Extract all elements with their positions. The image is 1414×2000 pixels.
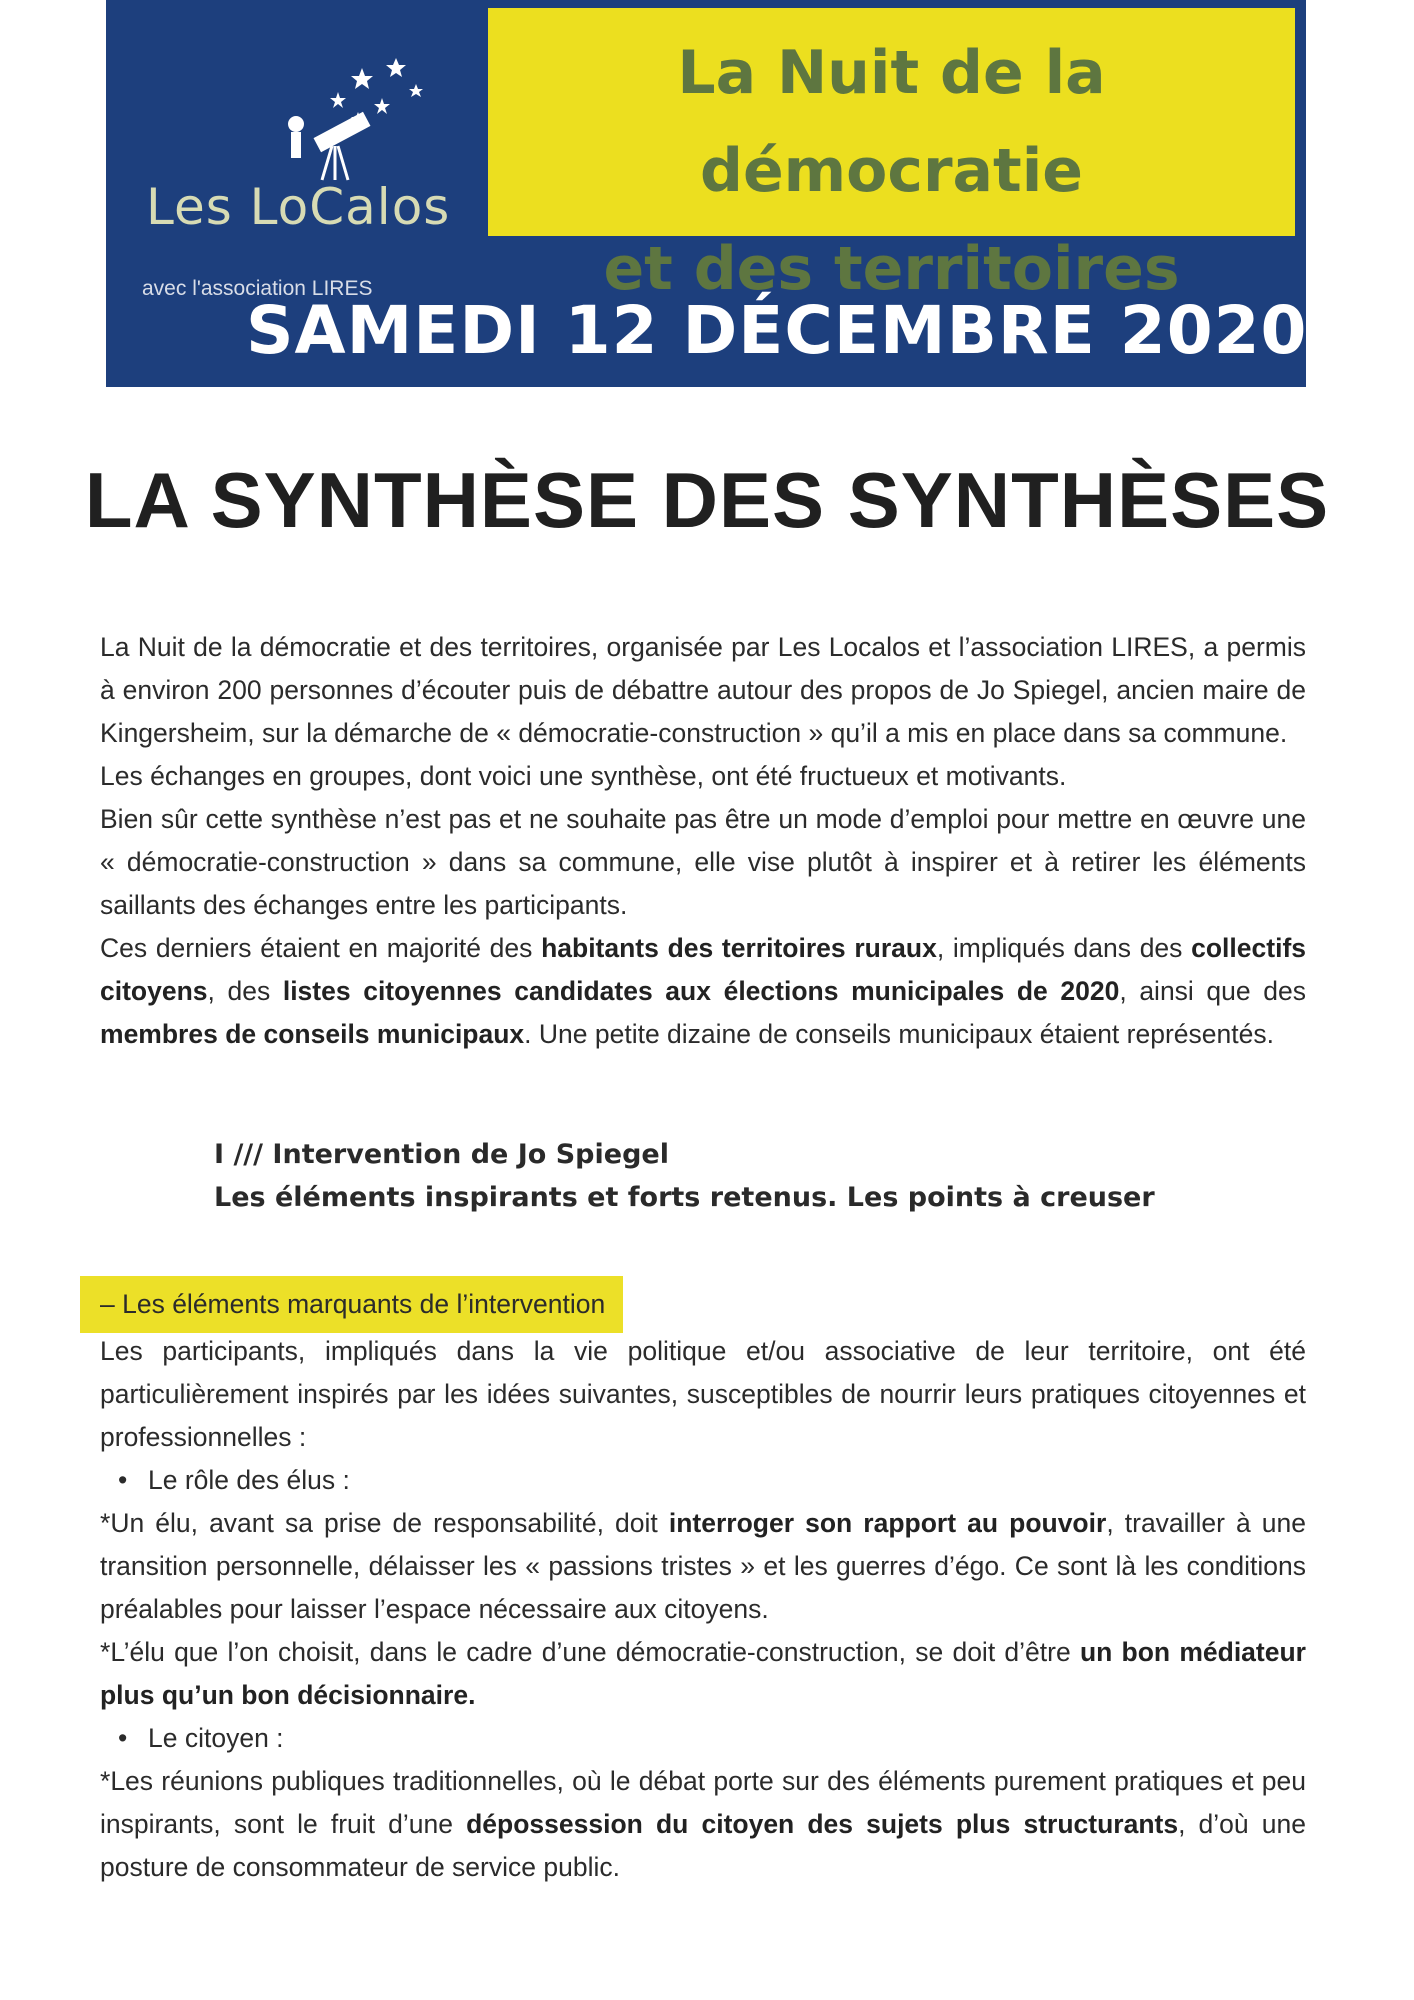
association-note: avec l'association LIRES	[142, 277, 373, 300]
intro-paragraph-2: Les échanges en groupes, dont voici une synthèse, ont été fructueux et motivants.	[100, 761, 1067, 791]
section-heading	[214, 1133, 1155, 1219]
section-heading-line-1: I /// Intervention de Jo Spiegel	[214, 1139, 669, 1170]
content-paragraph-1: Les participants, impliqués dans la vie politique et/ou associative de leur territoire, ont été particulièrement inspirés par les idées suivantes, susceptibles de nourrir leurs pratiques citoyennes et professionnelles :	[100, 1336, 1306, 1452]
content-paragraph-3: *L’élu que l’on choisit, dans le cadre d’une démocratie-construction, se doit d’être un bon médiateur plus qu’un bon décisionnaire.	[100, 1637, 1306, 1710]
intro-paragraph-1: La Nuit de la démocratie et des territoires, organisée par Les Localos et l’association LIRES, a permis à environ 200 personnes d’écouter puis de débattre autour des propos de Jo Spiegel, ancien maire de Kingersheim, sur la démarche de « démocratie-construction » qu’il a mis en place dans sa commune.	[100, 632, 1306, 748]
content-paragraph-4: *Les réunions publiques traditionnelles, où le débat porte sur des éléments purement pratiques et peu inspirants, sont le fruit d’une dépossession du citoyen des sujets plus structurants, d’où une posture de consommateur de service public.	[100, 1766, 1306, 1882]
content-paragraph-2: *Un élu, avant sa prise de responsabilité, doit interroger son rapport au pouvoir, travailler à une transition personnelle, délaisser les « passions tristes » et les guerres d’égo. Ce sont là les conditions préalables pour laisser l’espace nécessaire aux citoyens.	[100, 1508, 1306, 1624]
bullet-citoyen: • Le citoyen :	[100, 1717, 1306, 1760]
bullet-dot: •	[118, 1723, 128, 1753]
intro-text	[100, 626, 1306, 1056]
logo-text: Les LoCalos	[146, 178, 451, 236]
event-title-line-2: et des territoires	[603, 234, 1180, 304]
bullet-role-elus: • Le rôle des élus :	[100, 1459, 1306, 1502]
intro-paragraph-4: Ces derniers étaient en majorité des habitants des territoires ruraux, impliqués dans des collectifs citoyens, des listes citoyennes candidates aux élections municipales de 2020, ainsi que des membres de conseils municipaux. Une petite dizaine de conseils municipaux étaient représentés.	[100, 933, 1307, 1049]
section-heading-line-2: Les éléments inspirants et forts retenus. Les points à creuser	[214, 1182, 1155, 1213]
event-title-line-1: La Nuit de la démocratie	[677, 38, 1106, 206]
bullet-dot: •	[118, 1465, 128, 1495]
intro-paragraph-3: Bien sûr cette synthèse n’est pas et ne souhaite pas être un mode d’emploi pour mettre en œuvre une « démocratie-construction » dans sa commune, elle vise plutôt à inspirer et à retirer les éléments saillants des échanges entre les participants.	[100, 804, 1306, 920]
event-title-box	[488, 8, 1295, 304]
header-banner	[106, 0, 1306, 387]
subsection-label: – Les éléments marquants de l’intervention	[80, 1276, 623, 1333]
page-title: LA SYNTHÈSE DES SYNTHÈSES	[84, 456, 1330, 544]
event-date: SAMEDI 12 DÉCEMBRE 2020	[246, 292, 1308, 369]
section-content	[100, 1330, 1306, 1889]
logo-les-localos	[126, 40, 486, 240]
